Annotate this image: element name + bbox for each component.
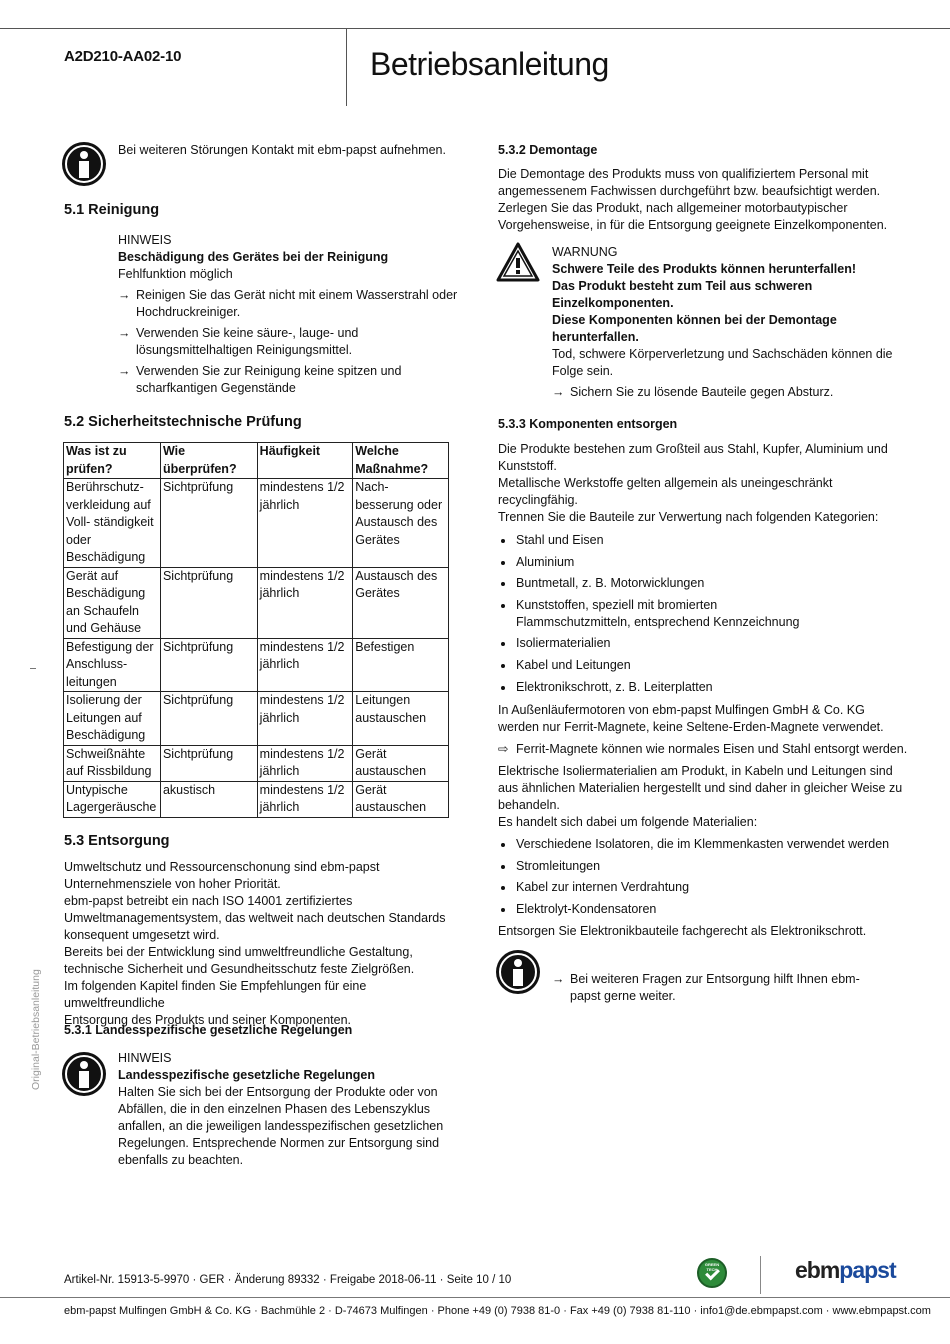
cleaning-item: → Verwenden Sie zur Reinigung keine spitzen und scharfkantigen Gegenstände [118, 364, 402, 395]
table-cell: mindestens 1/2 jährlich [257, 638, 353, 692]
info-note: → Bei weiteren Fragen zur Entsorgung hilft Ihnen ebm-papst gerne weiter. [552, 972, 860, 1003]
table-cell: Gerät austauschen [353, 745, 449, 781]
list-item: Kabel und Leitungen [498, 657, 898, 674]
table-header-row [64, 443, 449, 479]
cleaning-item: → Reinigen Sie das Gerät nicht mit einem Wasserstrahl oder Hochdruckreiniger. [118, 288, 458, 319]
insulation-text: Elektrische Isoliermaterialien am Produkt, in Kabeln und Leitungen sind aus ähnlichen Materialien hergestellt und sind daher in gleicher Weise zu behandeln. Es handelt sich dabei um folgende Materialien: [498, 764, 903, 829]
materials-list [498, 836, 918, 922]
table-cell: Nach-besserung oder Austausch des Gerätes [353, 479, 449, 568]
magnet-text: In Außenläufermotoren von ebm-papst Mulfingen GmbH & Co. KG werden nur Ferrit-Magnete, keine Seltene-Erden-Magnete verwendet. [498, 703, 884, 734]
safety-check-table [63, 442, 449, 818]
article-info: Artikel-Nr. 15913-5-9970 · GER · Änderung 89332 · Freigabe 2018-06-11 · Seite 10 / 10 [64, 1274, 512, 1286]
table-cell: Sichtprüfung [160, 567, 257, 638]
arrow-icon: → [118, 326, 131, 340]
margin-tick [30, 668, 36, 669]
side-label: Original-Betriebsanleitung [30, 969, 42, 1090]
notice-subtitle: Landesspezifische gesetzliche Regelungen [118, 1068, 376, 1082]
table-cell: Berührschutz-verkleidung auf Voll- ständigkeit oder Beschädigung [64, 479, 161, 568]
notice-label: HINWEIS [118, 233, 172, 247]
table-cell: Gerät auf Beschädigung an Schaufeln und Gehäuse [64, 567, 161, 638]
column-header: Was ist zu prüfen? [64, 443, 161, 479]
table-cell: Befestigung der Anschluss-leitungen [64, 638, 161, 692]
footer-divider [760, 1256, 761, 1294]
info-icon [496, 950, 540, 994]
column-header: Welche Maßnahme? [353, 443, 449, 479]
closing-text: Entsorgen Sie Elektronikbauteile fachgerecht als Elektronikschrott. [498, 924, 867, 938]
top-rule [0, 28, 950, 29]
table-cell: akustisch [160, 781, 257, 817]
notice-regulations: HINWEIS Landesspezifische gesetzliche Regelungen Halten Sie sich bei der Entsorgung der Produkte oder von Abfällen, die in den einzelnen Phasen des Lebenszyklus anfallen, an die jeweiligen landesspezifischen gesetzlichen Regelungen. Entsprechende Normen zur Entsorgung sind ebenfalls zu beachten. [118, 1050, 458, 1169]
table-row [64, 692, 449, 746]
notice-label: HINWEIS [118, 1051, 172, 1065]
table-row [64, 781, 449, 817]
table-cell: mindestens 1/2 jährlich [257, 745, 353, 781]
list-item: Kabel zur internen Verdrahtung [498, 879, 918, 896]
magnet-note: ⇨ Ferrit-Magnete können wie normales Eisen und Stahl entsorgt werden. [498, 742, 908, 756]
section-5-3-heading: 5.3 Entsorgung [64, 833, 170, 849]
list-item: Kunststoffen, speziell mit bromierten Flammschutzmitteln, entsprechend Kennzeichnung [498, 597, 826, 631]
cleaning-item: → Verwenden Sie keine säure-, lauge- und lösungsmittelhaltigen Reinigungsmittel. [118, 326, 359, 357]
section-5-3-3-heading: 5.3.3 Komponenten entsorgen [498, 417, 678, 431]
notice-text: Fehlfunktion möglich [118, 267, 233, 281]
warning-block: WARNUNG Schwere Teile des Produkts können herunterfallen! Das Produkt besteht zum Teil aus schweren Einzelkomponenten. Diese Komponenten können bei der Demontage herunterfallen. Tod, schwere Körperverletzung und Sachschäden können die Folge sein. → Sichern Sie zu lösende Bauteile gegen Absturz. [552, 244, 922, 401]
section-5-3-2-heading: 5.3.2 Demontage [498, 143, 598, 157]
category-list [498, 532, 898, 700]
table-cell: Sichtprüfung [160, 692, 257, 746]
disposal-text: Umweltschutz und Ressourcenschonung sind ebm-papst Unternehmensziele von hoher Priorität. ebm-papst betreibt ein nach ISO 14001 zertifiziertes Umweltmanagementsystem, das weltweit nach deutschen Standards konsequent umgesetzt wird. Bereits bei der Entwicklung sind umweltfreundliche Gestaltung, technische Sicherheit und Gesundheitsschutz feste Zielgrößen. Im folgenden Kapitel finden Sie Empfehlungen für eine umweltfreundliche Entsorgung des Produkts und seiner Komponenten. [64, 860, 446, 1027]
arrow-icon: → [118, 364, 131, 378]
notice-cleaning [118, 232, 458, 397]
table-cell: Sichtprüfung [160, 479, 257, 568]
arrow-icon: → [552, 972, 565, 986]
green-tech-badge: GREEN TECH [697, 1258, 727, 1288]
footer-rule [0, 1297, 950, 1298]
dismantling-text: Die Demontage des Produkts muss von qualifiziertem Personal mit angemessenem Fachwissen durchgeführt bzw. beaufsichtigt werden. Zerlegen Sie das Produkt, nach allgemeiner motorbautypischer Vorgehensweise, in für die Entsorgung geeignete Einzelkomponenten. [498, 167, 888, 232]
arrow-icon: → [118, 288, 131, 302]
info-icon [62, 142, 106, 186]
table-cell: Leitungen austauschen [353, 692, 449, 746]
section-5-2-heading: 5.2 Sicherheitstechnische Prüfung [64, 414, 302, 430]
list-item: Aluminium [498, 554, 898, 571]
table-row [64, 567, 449, 638]
table-cell: mindestens 1/2 jährlich [257, 479, 353, 568]
table-cell: Schweißnähte auf Rissbildung [64, 745, 161, 781]
hollow-arrow-icon: ⇨ [498, 742, 509, 756]
company-address: ebm-papst Mulfingen GmbH & Co. KG · Bachmühle 2 · D-74673 Mulfingen · Phone +49 (0) 7938 81-0 · Fax +49 (0) 7938 81-110 · info1@de.ebmpapst.com · www.ebmpapst.com [64, 1305, 931, 1317]
table-cell: mindestens 1/2 jährlich [257, 781, 353, 817]
list-item: Elektronikschrott, z. B. Leiterplatten [498, 679, 898, 696]
table-cell: Sichtprüfung [160, 638, 257, 692]
document-id: A2D210-AA02-10 [64, 48, 182, 65]
column-header: Wie überprüfen? [160, 443, 257, 479]
arrow-icon: → [552, 385, 565, 399]
section-5-3-1-heading: 5.3.1 Landesspezifische gesetzliche Regelungen [64, 1023, 353, 1037]
warning-action: → Sichern Sie zu lösende Bauteile gegen Absturz. [552, 385, 834, 399]
table-cell: Isolierung der Leitungen auf Beschädigung [64, 692, 161, 746]
list-item: Stahl und Eisen [498, 532, 898, 549]
list-item: Stromleitungen [498, 858, 918, 875]
document-title: Betriebsanleitung [370, 46, 609, 82]
list-item: Isoliermaterialien [498, 635, 898, 652]
table-cell: Gerät austauschen [353, 781, 449, 817]
table-cell: Untypische Lagergeräusche [64, 781, 161, 817]
components-intro: Die Produkte bestehen zum Großteil aus Stahl, Kupfer, Aluminium und Kunststoff. Metallische Werkstoffe gelten allgemein als uneingeschränkt recyclingfähig. Trennen Sie die Bauteile zur Verwertung nach folgenden Kategorien: [498, 442, 888, 524]
table-row [64, 745, 449, 781]
table-cell: mindestens 1/2 jährlich [257, 692, 353, 746]
warning-label: WARNUNG [552, 245, 618, 259]
column-header: Häufigkeit [257, 443, 353, 479]
list-item: Verschiedene Isolatoren, die im Klemmenkasten verwendet werden [498, 836, 918, 853]
info-top-text: Bei weiteren Störungen Kontakt mit ebm-papst aufnehmen. [118, 143, 446, 157]
notice-subtitle: Beschädigung des Gerätes bei der Reinigung [118, 250, 389, 264]
table-cell: Sichtprüfung [160, 745, 257, 781]
table-cell: mindestens 1/2 jährlich [257, 567, 353, 638]
table-row [64, 638, 449, 692]
info-icon [62, 1052, 106, 1096]
list-item: Buntmetall, z. B. Motorwicklungen [498, 575, 898, 592]
list-item: Elektrolyt-Kondensatoren [498, 901, 918, 918]
warning-icon [496, 242, 540, 282]
table-cell: Befestigen [353, 638, 449, 692]
section-5-1-heading: 5.1 Reinigung [64, 202, 160, 218]
header-divider [346, 28, 347, 106]
ebmpapst-logo: ebmpapst [795, 1257, 896, 1283]
table-row [64, 479, 449, 568]
table-cell: Austausch des Gerätes [353, 567, 449, 638]
